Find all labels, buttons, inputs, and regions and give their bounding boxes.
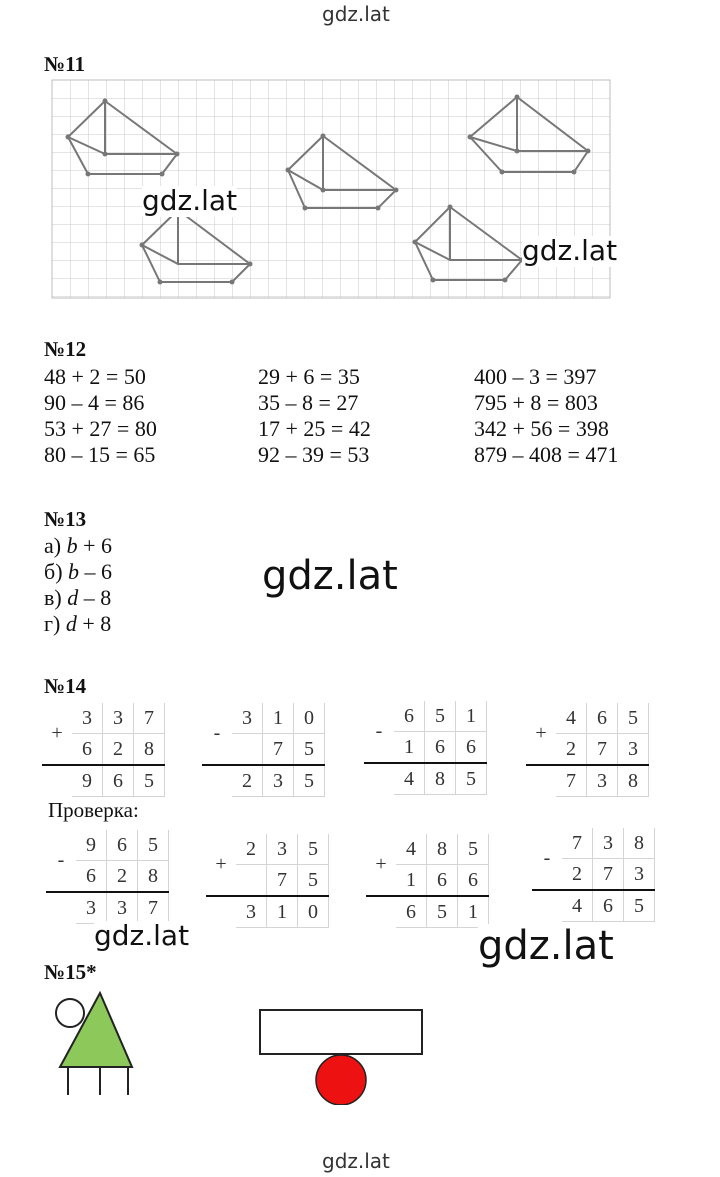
equation: 879 – 408 = 471 <box>474 442 619 467</box>
task-11-title: №11 <box>44 52 85 76</box>
check-problem-3: + 4 8 5 1 6 6 6 5 1 <box>366 834 489 928</box>
task-13-list <box>44 533 112 637</box>
equation: 795 + 8 = 803 <box>474 390 598 415</box>
white-circle <box>56 999 84 1027</box>
equation: 400 – 3 = 397 <box>474 364 597 389</box>
task-12-column-2 <box>258 364 371 468</box>
column-problem-4: + 4 6 5 2 7 3 7 3 8 <box>526 703 649 797</box>
red-circle <box>316 1055 366 1105</box>
check-problem-2: + 2 3 5 7 5 3 1 0 <box>206 834 329 928</box>
equation: 29 + 6 = 35 <box>258 364 360 389</box>
expression-a: а) b + 6 <box>44 533 113 558</box>
watermark-top: gdz.lat <box>322 2 390 26</box>
watermark-grid-right: gdz.lat <box>522 234 618 267</box>
check-label: Проверка: <box>48 798 139 822</box>
figure-rectangle-with-circle <box>250 1005 435 1105</box>
check-problem-1: - 9 6 5 6 2 8 3 3 7 <box>46 830 169 924</box>
equation: 17 + 25 = 42 <box>258 416 371 441</box>
task-12-title: №12 <box>44 337 87 361</box>
task-12-column-3 <box>474 364 618 468</box>
column-problem-2: - 3 1 0 7 5 2 3 5 <box>202 703 325 797</box>
equation: 80 – 15 = 65 <box>44 442 156 467</box>
expression-b: б) b – 6 <box>44 559 113 584</box>
watermark-bottom: gdz.lat <box>322 1149 390 1173</box>
watermark-check-left: gdz.lat <box>94 919 190 952</box>
task-12-column-1 <box>44 364 157 468</box>
task-14-title: №14 <box>44 674 87 698</box>
equation: 92 – 39 = 53 <box>258 442 370 467</box>
expression-v: в) d – 8 <box>44 585 112 610</box>
check-problem-4: - 7 3 8 2 7 3 4 6 5 <box>532 828 655 922</box>
watermark-center: gdz.lat <box>262 553 398 599</box>
equation: 48 + 2 = 50 <box>44 364 146 389</box>
equation: 35 – 8 = 27 <box>258 390 359 415</box>
task-13-title: №13 <box>44 507 87 531</box>
equation: 90 – 4 = 86 <box>44 390 145 415</box>
equation: 342 + 56 = 398 <box>474 416 609 441</box>
watermark-check-right: gdz.lat <box>478 923 614 969</box>
task-15-title: №15* <box>44 960 97 984</box>
expression-g: г) d + 8 <box>44 611 112 636</box>
column-problem-1: + 3 3 7 6 2 8 9 6 5 <box>42 703 165 797</box>
figure-triangle-with-circle <box>40 985 200 1100</box>
white-rectangle <box>260 1010 422 1054</box>
column-problem-3: - 6 5 1 1 6 6 4 8 5 <box>364 701 487 795</box>
equation: 53 + 27 = 80 <box>44 416 157 441</box>
watermark-grid-left: gdz.lat <box>142 184 238 217</box>
